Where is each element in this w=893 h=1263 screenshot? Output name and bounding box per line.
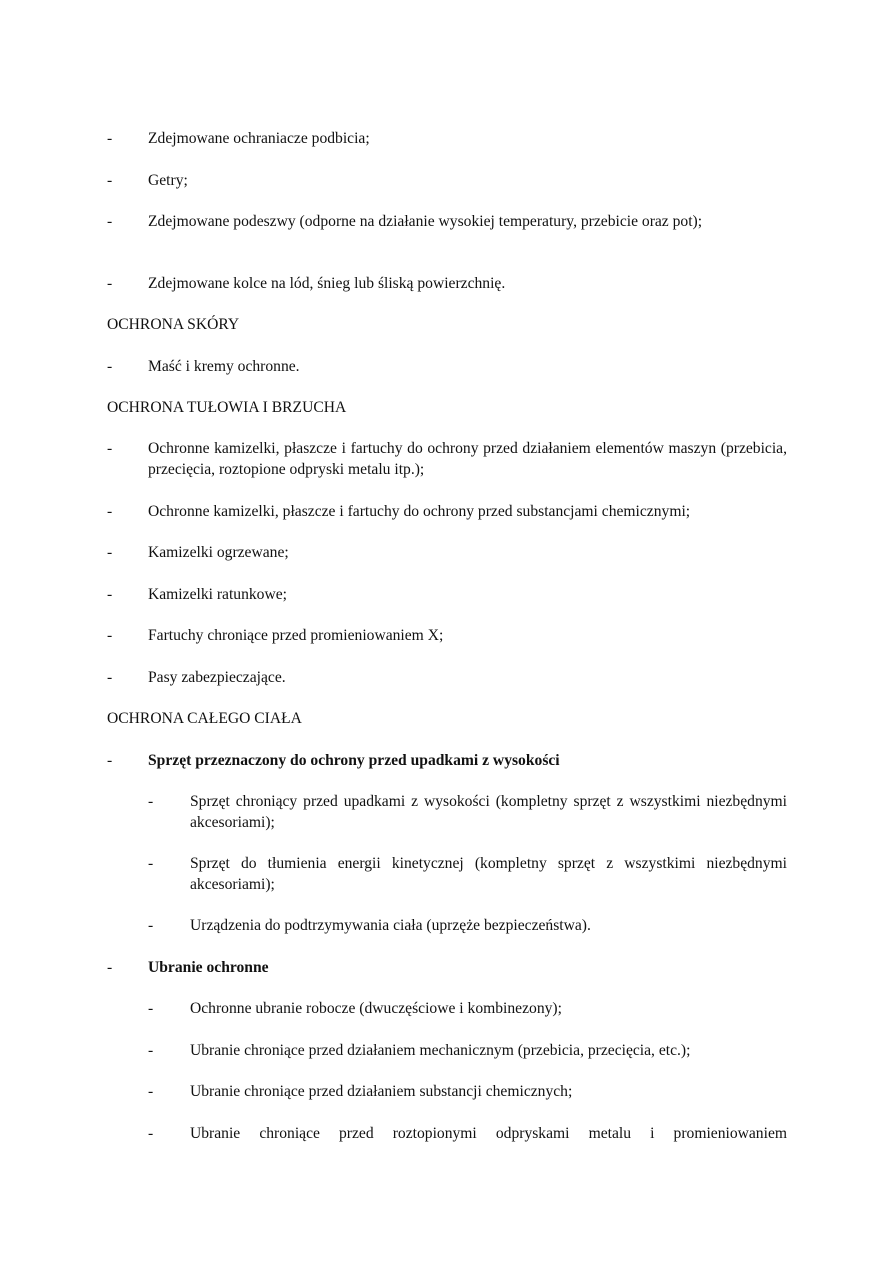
list-item-text: Kamizelki ratunkowe;: [148, 586, 287, 603]
list-item-text: Ubranie chroniące przed działaniem substancji chemicznych;: [190, 1083, 573, 1100]
list-dash: -: [107, 627, 113, 644]
list-dash: -: [107, 752, 113, 769]
list-item-text: Ochronne kamizelki, płaszcze i fartuchy do ochrony przed substancjami chemicznymi;: [148, 503, 691, 520]
list-item-text: Ubranie chroniące przed działaniem mechanicznym (przebicia, przecięcia, etc.);: [190, 1042, 691, 1059]
list-dash: -: [148, 855, 154, 872]
list-dash: -: [148, 1000, 154, 1017]
list-dash: -: [107, 959, 113, 976]
list-dash: -: [107, 440, 113, 457]
list-dash: -: [148, 1042, 154, 1059]
list-dash: -: [107, 358, 113, 375]
list-dash: -: [107, 172, 113, 189]
list-item-text: Fartuchy chroniące przed promieniowaniem X;: [148, 627, 444, 644]
section-heading-skin: OCHRONA SKÓRY: [107, 316, 240, 333]
section-heading-torso: OCHRONA TUŁOWIA I BRZUCHA: [107, 399, 347, 416]
list-item-text: Sprzęt do tłumienia energii kinetycznej (kompletny sprzęt z wszystkimi niezbędnymi akcesoriami);: [190, 855, 787, 893]
list-dash: -: [148, 917, 154, 934]
list-dash: -: [107, 544, 113, 561]
list-dash: -: [107, 275, 113, 292]
list-item-text: Urządzenia do podtrzymywania ciała (uprzęże bezpieczeństwa).: [190, 917, 591, 934]
list-item-text: Ubranie ochronne: [148, 959, 269, 976]
list-item-text: Zdejmowane ochraniacze podbicia;: [148, 130, 370, 147]
list-dash: -: [148, 1083, 154, 1100]
list-dash: -: [148, 1125, 154, 1142]
list-dash: -: [107, 586, 113, 603]
list-item-text: Sprzęt chroniący przed upadkami z wysokości (kompletny sprzęt z wszystkimi niezbędnymi akcesoriami);: [190, 793, 787, 831]
list-item-text: Sprzęt przeznaczony do ochrony przed upadkami z wysokości: [148, 752, 560, 769]
list-item-text: Zdejmowane podeszwy (odporne na działanie wysokiej temperatury, przebicie oraz pot);: [148, 213, 703, 230]
list-dash: -: [107, 130, 113, 147]
list-dash: -: [107, 503, 113, 520]
list-item-text: Zdejmowane kolce na lód, śnieg lub śliską powierzchnię.: [148, 275, 506, 292]
list-item-text: Ubranie chroniące przed roztopionymi odpryskami metalu i promieniowaniem: [190, 1125, 787, 1142]
section-heading-whole-body: OCHRONA CAŁEGO CIAŁA: [107, 710, 302, 727]
list-item-text: Ochronne ubranie robocze (dwuczęściowe i kombinezony);: [190, 1000, 562, 1017]
list-dash: -: [148, 793, 154, 810]
list-item-text: Pasy zabezpieczające.: [148, 669, 286, 686]
list-dash: -: [107, 213, 113, 230]
list-item-text: Kamizelki ogrzewane;: [148, 544, 289, 561]
list-dash: -: [107, 669, 113, 686]
list-item-text: Maść i kremy ochronne.: [148, 358, 300, 375]
list-item-text: Ochronne kamizelki, płaszcze i fartuchy do ochrony przed działaniem elementów maszyn (przebicia, przecięcia, roztopione odpryski metalu itp.);: [148, 440, 787, 478]
list-item-text: Getry;: [148, 172, 188, 189]
